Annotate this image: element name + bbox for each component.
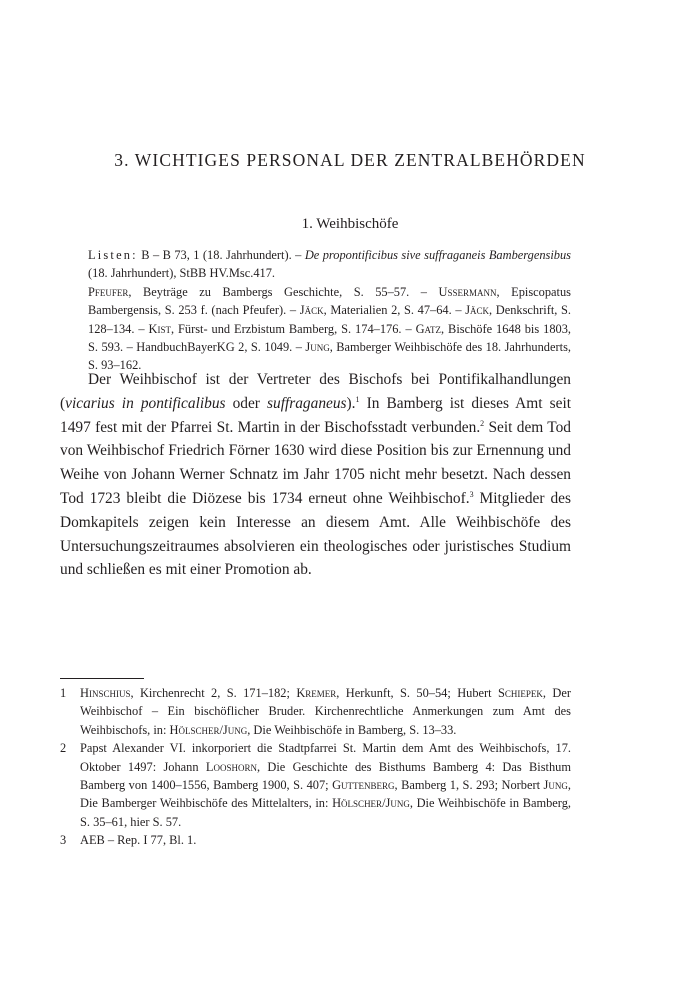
ref-text: , Episcopatus Bambergensis, S. 253 f. (nach Pfeufer). – (88, 284, 571, 318)
footnote-divider (60, 678, 144, 679)
section-title: 1. Weihbischöfe (301, 216, 399, 232)
footnote-ref-2[interactable]: 2 (480, 418, 485, 428)
footnote-text: AEB – Rep. I 77, Bl. 1. (80, 833, 197, 848)
ref-text: , Beyträge zu Bambergs Geschichte, S. 55–57. – (128, 284, 439, 299)
footnote-ref-3[interactable]: 3 (469, 489, 474, 499)
footnote-text: , Herkunft, S. 50–54; Hubert (336, 686, 499, 700)
ref-text: , Materialien 2, S. 47–64. – (323, 303, 466, 318)
italic-term: suffraganeus (267, 394, 347, 412)
footnote-3 (60, 831, 571, 849)
literature-references (88, 283, 571, 375)
source-list-paragraph (88, 246, 571, 283)
body-sentence: oder (225, 394, 268, 412)
ref-author: Ussermann (438, 284, 497, 299)
body-paragraph (60, 368, 571, 582)
sources-italic-title: De propontificibus sive suffraganeis Bambergensibus (304, 248, 571, 262)
footnote-text: , Bamberg 1, S. 293; Norbert (394, 778, 544, 793)
footnote-text: , Die Weihbischöfe in Bamberg, S. 13–33. (247, 722, 457, 737)
body-sentence: Seit dem Tod von Weihbischof Friedrich Förner 1630 wird diese Position bis zur Ernennung und Weihe von Johann Werner Schnatz im Jahr 1705 nicht mehr besetzt. Nach dessen Tod 1723 bleibt die Diözese bis 1734 erneut ohne Weihbischof. (60, 418, 572, 507)
source-list-block (88, 246, 571, 375)
italic-term: vicarius in pontificalibus (65, 394, 226, 412)
footnote-number: 3 (60, 833, 67, 848)
ref-text: , Denkschrift, S. 128–134. – (88, 303, 571, 336)
footnote-text: , Die Weihbischöfe in Bamberg, S. 35–61, hier S. 57. (80, 796, 571, 829)
ref-author: Gatz (415, 321, 442, 336)
footnote-1 (60, 684, 571, 739)
ref-author: Jung (305, 340, 330, 355)
footnote-text: , Kirchenrecht 2, S. 171–182; (130, 686, 297, 700)
footnote-author: Guttenberg (332, 778, 395, 793)
footnote-number: 1 (60, 686, 67, 700)
footnote-author: Hölscher/Jung (332, 796, 410, 811)
footnote-author: Hinschius (80, 686, 131, 700)
ref-author: Pfeufer (88, 284, 129, 299)
ref-text: , Fürst- und Erzbistum Bamberg, S. 174–176. – (170, 321, 416, 336)
footnote-author: Schiepek (498, 686, 543, 700)
sources-text: B – B 73, 1 (18. Jahrhundert). – (137, 248, 305, 262)
footnote-list (60, 684, 571, 850)
footnote-ref-1[interactable]: 1 (355, 394, 360, 404)
body-sentence: Der Weihbischof ist der Vertreter des Bischofs bei Pontifikalhandlungen ( (60, 371, 571, 412)
sources-text-tail: (18. Jahrhundert), StBB HV.Msc.417. (88, 266, 276, 281)
body-sentence: Mitglieder des Domkapitels zeigen kein Interesse an diesem Amt. Alle Weihbischöfe des Untersuchungszeitraumes absolvieren ein theologisches oder juristisches Studium und schließen es mit einer Promotion ab. (60, 489, 571, 579)
body-sentence: In Bamberg ist dieses Amt seit 1497 fest mit der Pfarrei St. Martin in der Bischofsstadt verbunden. (60, 394, 571, 436)
ref-text: , Bischöfe 1648 bis 1803, S. 593. – HandbuchBayerKG 2, S. 1049. – (88, 321, 572, 355)
footnote-text: , Die Geschichte des Bisthums Bamberg 4: Das Bisthum Bamberg von 1400–1556, Bamberg 1900, S. 407; (80, 759, 571, 793)
footnote-text: , Die Bamberger Weihbischöfe des Mittelalters, in: (80, 778, 571, 811)
footnote-number: 2 (60, 741, 67, 756)
footnote-author: Looshorn (205, 759, 257, 774)
ref-author: Kist (148, 321, 171, 336)
footnote-author: Kremer (296, 686, 337, 700)
footnote-author: Jung (543, 778, 568, 793)
chapter-title: 3. WICHTIGES PERSONAL DER ZENTRALBEHÖRDEN (114, 150, 586, 170)
footnote-text: Papst Alexander VI. inkorporiert die Stadtpfarrei St. Martin dem Amt des Weihbischofs, 17. Oktober 1497: Johann (80, 741, 571, 774)
sources-label: Listen: (88, 248, 138, 262)
ref-author: Jäck (299, 303, 324, 318)
ref-author: Jäck (465, 303, 490, 318)
footnote-2 (60, 739, 571, 831)
footnote-author: Hölscher/Jung (169, 722, 248, 737)
footnote-text: , Der Weihbischof – Ein bischöflicher Bruder. Kirchenrechtliche Anmerkungen zum Amt des Weihbischofs, in: (80, 686, 571, 737)
ref-text: , Bamberger Weihbischöfe des 18. Jahrhunderts, S. 93–162. (88, 340, 571, 373)
body-text (60, 368, 571, 582)
body-sentence: ). (346, 394, 356, 412)
